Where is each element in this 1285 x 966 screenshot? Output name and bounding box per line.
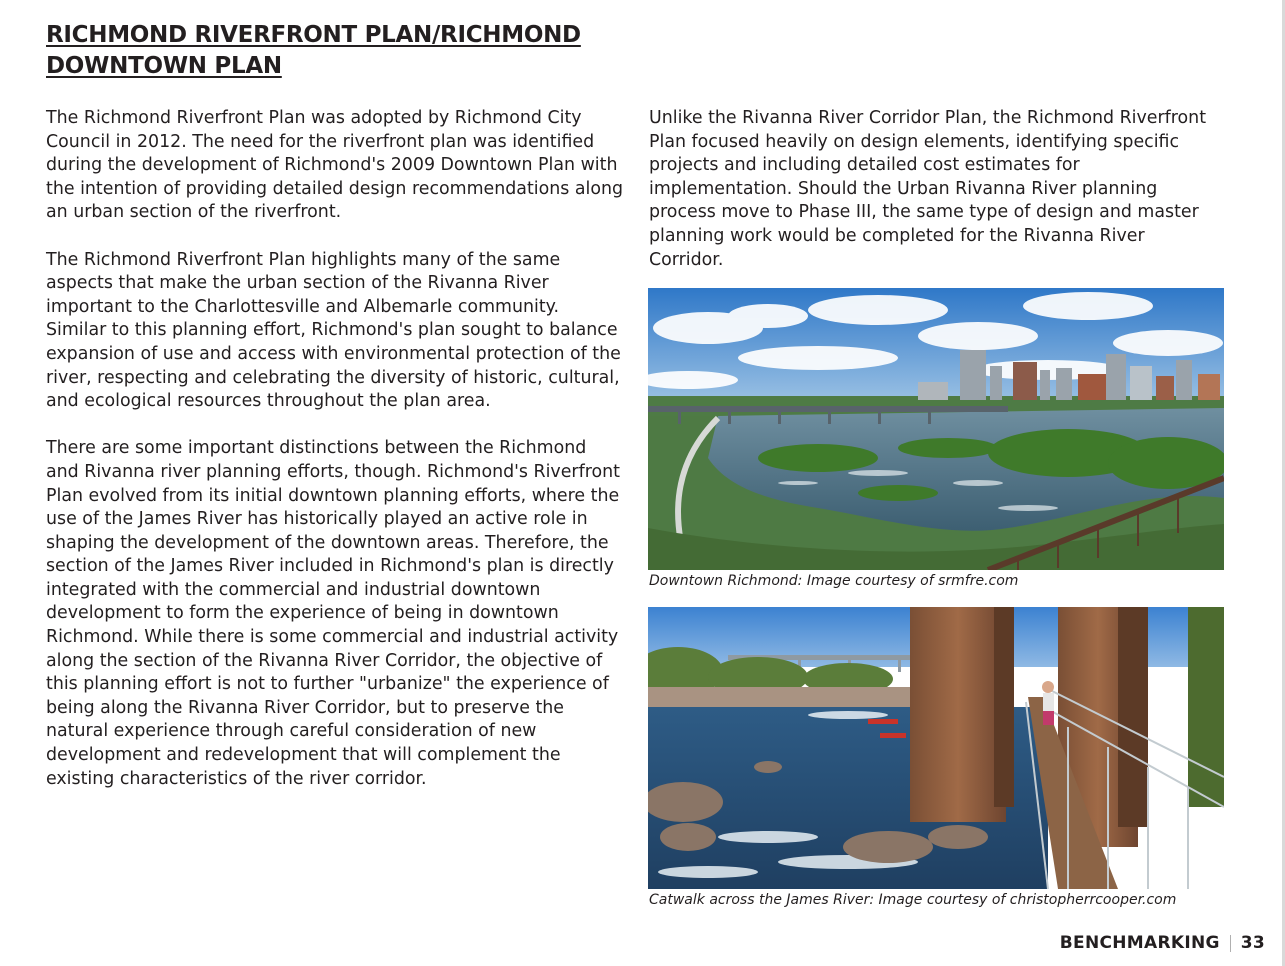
- catwalk-photo: [648, 607, 1224, 889]
- right-text-column: [649, 107, 1224, 272]
- page-number: 33: [1240, 933, 1265, 953]
- page-title: RICHMOND RIVERFRONT PLAN/RICHMOND DOWNTOWN PLAN: [46, 22, 581, 79]
- paragraph-adoption: The Richmond Riverfront Plan was adopted by Richmond City Council in 2012. The need for the riverfront plan was identified during the development of Richmond's 2009 Downtown Plan with the intention of providing detailed design recommendations along an urban section of the riverfront.: [46, 108, 624, 223]
- paragraph-similarities: The Richmond Riverfront Plan highlights many of the same aspects that make the urban section of the Rivanna River important to the Charlottesville and Albemarle community. Similar to this planning effort, Richmond's plan sought to balance expansion of use and access with environmental protection of the river, respecting and celebrating the diversity of historic, cultural, and ecological resources throughout the plan area.: [46, 249, 621, 412]
- figure-caption-catwalk: Catwalk across the James River: Image courtesy of christopherrcooper.com: [649, 892, 1177, 908]
- paragraph-design-elements: Unlike the Rivanna River Corridor Plan, the Richmond Riverfront Plan focused heavily on design elements, identifying specific projects and including detailed cost estimates for implementation. Should the Urban Rivanna River planning process move to Phase III, the same type of design and master planning work would be completed for the Rivanna River Corridor.: [649, 108, 1207, 270]
- page-footer: [1060, 932, 1265, 954]
- downtown-richmond-photo: [648, 288, 1224, 570]
- footer-divider: [1230, 935, 1231, 952]
- paragraph-distinctions: There are some important distinctions between the Richmond and Rivanna river planning efforts, though. Richmond's Riverfront Plan evolved from its initial downtown planning efforts, where the use of the James River has historically played an active role in shaping the development of the downtown areas. Therefore, the section of the James River included in Richmond's plan is directly integrated with the commercial and industrial downtown development to form the experience of being in downtown Richmond. While there is some commercial and industrial activity along the section of the Rivanna River Corridor, the objective of this planning effort is not to further "urbanize" the experience of being along the Rivanna River Corridor, but to preserve the natural experience through careful consideration of new development and redevelopment that will complement the existing characteristics of the river corridor.: [46, 438, 620, 789]
- figure-caption-downtown: Downtown Richmond: Image courtesy of srmfre.com: [649, 573, 1019, 589]
- left-text-column: [46, 107, 624, 791]
- footer-section-label: BENCHMARKING: [1059, 933, 1220, 953]
